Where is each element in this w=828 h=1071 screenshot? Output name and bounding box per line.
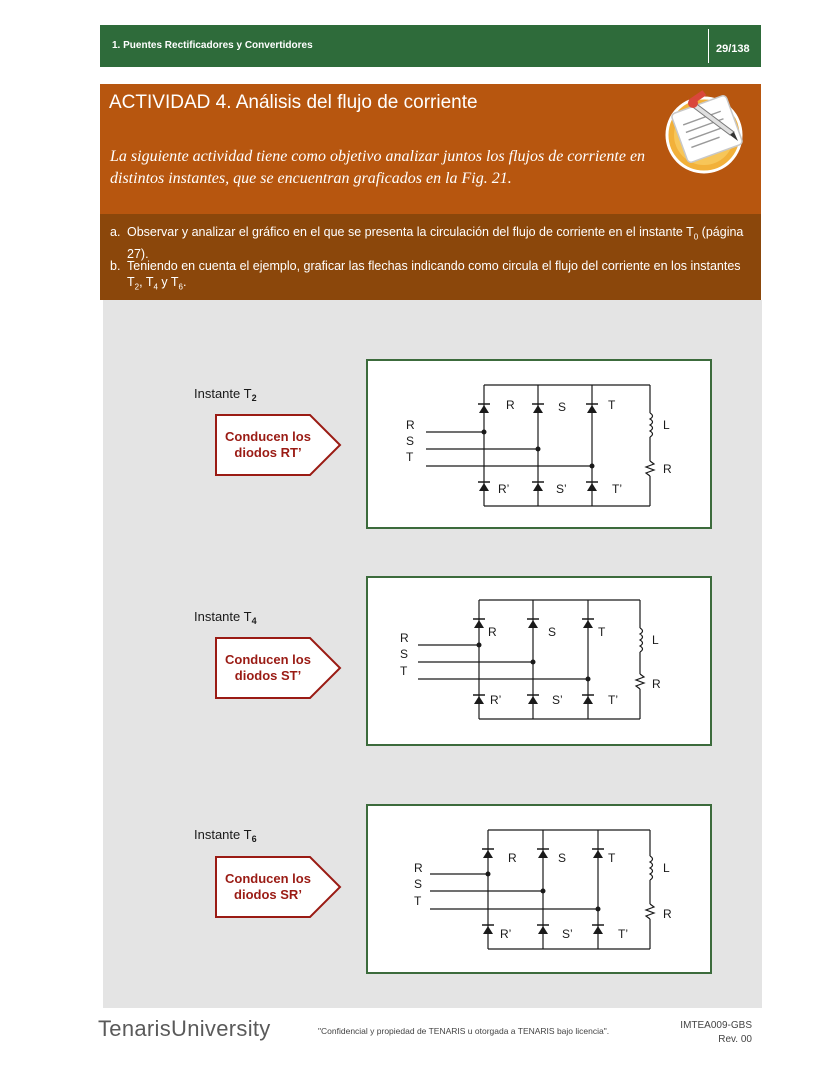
task-text: . — [182, 275, 187, 289]
diode-label-r-prime: R’ — [490, 693, 502, 707]
instant-prefix: Instante T — [194, 386, 252, 401]
document-revision: Rev. 00 — [718, 1034, 752, 1045]
footer-document-code — [660, 1019, 752, 1047]
callout-text-t6 — [214, 871, 322, 903]
diode-label-s-prime: S’ — [552, 693, 563, 707]
header-divider — [708, 29, 709, 63]
diode-label-t: T — [608, 398, 616, 412]
instant-prefix: Instante T — [194, 609, 252, 624]
circuit-diagram-t6 — [366, 804, 712, 974]
diode-label-t: T — [608, 851, 616, 865]
instant-label-t2 — [194, 386, 257, 403]
diode-label-t-prime: T’ — [612, 482, 622, 496]
diode-label-s-prime: S’ — [562, 927, 573, 941]
instant-prefix: Instante T — [194, 827, 252, 842]
task-text: Teniendo en cuenta el ejemplo, graficar las flechas indicando como circula el flujo del corriente en los instantes T — [127, 259, 741, 289]
instant-subscript: 4 — [251, 616, 257, 626]
callout-line: diodos SR’ — [234, 887, 302, 902]
task-letter: b. — [110, 259, 121, 273]
instant-subscript: 6 — [251, 834, 257, 844]
task-letter: a. — [110, 225, 121, 239]
task-b — [110, 258, 750, 296]
bridge-circuit — [368, 806, 710, 972]
instant-label-t4 — [194, 609, 257, 626]
diode-label-t-prime: T’ — [608, 693, 618, 707]
diode-label-r-prime: R’ — [498, 482, 510, 496]
load-label-r: R — [663, 907, 672, 921]
phase-label-s: S — [414, 877, 423, 891]
diode-label-r: R — [488, 625, 497, 639]
diode-label-r: R — [508, 851, 517, 865]
callout-line: Conducen los — [225, 429, 311, 444]
bridge-circuit — [368, 361, 710, 527]
callout-line: Conducen los — [225, 871, 311, 886]
task-text: y T — [157, 275, 179, 289]
phase-label-t: T — [400, 664, 408, 678]
callout-text-t2 — [214, 429, 322, 461]
callout-text-t4 — [214, 652, 322, 684]
load-label-r: R — [663, 462, 672, 476]
diode-label-r: R — [506, 398, 515, 412]
footer-brand: TenarisUniversity — [98, 1016, 271, 1041]
task-text: Observar y analizar el gráfico en el que se presenta la circulación del flujo de corriente en el instante T — [127, 225, 694, 239]
diode-label-t: T — [598, 625, 606, 639]
page-header — [100, 25, 761, 67]
diode-label-r-prime: R’ — [500, 927, 512, 941]
instant-label-t6 — [194, 827, 257, 844]
task-subscript: 6 — [178, 282, 183, 292]
task-subscript: 2 — [134, 282, 140, 292]
phase-label-r: R — [400, 631, 409, 645]
phase-label-s: S — [406, 434, 415, 448]
phase-label-r: R — [414, 861, 423, 875]
activity-tasks — [100, 214, 761, 300]
task-a — [110, 224, 750, 262]
callout-line: Conducen los — [225, 652, 311, 667]
task-subscript: 4 — [153, 282, 158, 292]
footer-confidential-note: "Confidencial y propiedad de TENARIS u otorgada a TENARIS bajo licencia". — [318, 1026, 610, 1036]
circuit-diagram-t4 — [366, 576, 712, 746]
phase-label-t: T — [406, 450, 414, 464]
diode-label-s-prime: S’ — [556, 482, 567, 496]
load-label-l: L — [663, 861, 670, 875]
phase-label-t: T — [414, 894, 422, 908]
load-label-l: L — [663, 418, 670, 432]
clipboard-pencil-icon — [660, 85, 760, 175]
task-subscript: 0 — [693, 232, 699, 242]
diode-label-s: S — [548, 625, 557, 639]
diode-label-t-prime: T’ — [618, 927, 628, 941]
bridge-circuit — [368, 578, 710, 744]
task-text: , T — [139, 275, 154, 289]
activity-title: ACTIVIDAD 4. Análisis del flujo de corriente — [109, 92, 478, 113]
load-label-l: L — [652, 633, 659, 647]
load-label-r: R — [652, 677, 661, 691]
page-indicator: 29/138 — [716, 43, 750, 55]
circuit-diagram-t2 — [366, 359, 712, 529]
diode-label-s: S — [558, 851, 567, 865]
callout-line: diodos RT’ — [234, 445, 302, 460]
instant-subscript: 2 — [251, 393, 257, 403]
document-code: IMTEA009-GBS — [680, 1020, 752, 1031]
section-title: 1. Puentes Rectificadores y Convertidores — [112, 40, 313, 51]
diode-label-s: S — [558, 400, 567, 414]
callout-line: diodos ST’ — [234, 668, 302, 683]
phase-label-s: S — [400, 647, 409, 661]
task-text: (página 27). — [127, 225, 744, 261]
phase-label-r: R — [406, 418, 415, 432]
activity-intro: La siguiente actividad tiene como objetivo analizar juntos los flujos de corriente en distintos instantes, que se encuentran graficados en la Fig. 21. — [110, 148, 646, 187]
